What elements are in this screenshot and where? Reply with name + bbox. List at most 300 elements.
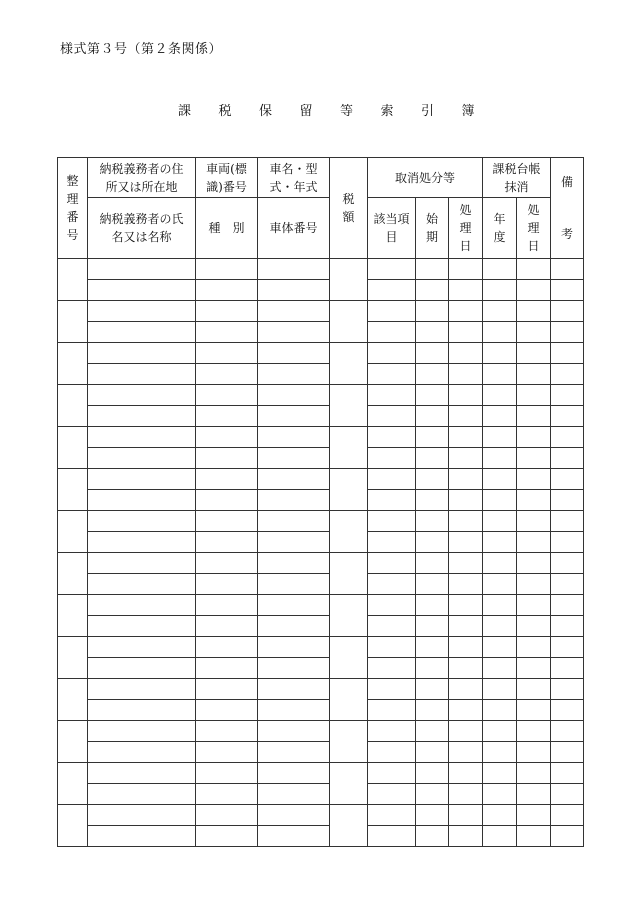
header-tax: 税 額 — [330, 158, 368, 259]
table-cell[interactable] — [258, 343, 330, 364]
table-cell[interactable] — [449, 784, 483, 805]
table-cell[interactable] — [258, 301, 330, 322]
table-cell[interactable] — [483, 469, 517, 490]
table-cell[interactable] — [258, 658, 330, 679]
table-cell[interactable] — [449, 259, 483, 280]
table-cell[interactable] — [483, 532, 517, 553]
table-cell[interactable] — [88, 637, 196, 658]
table-cell[interactable] — [449, 322, 483, 343]
table-cell[interactable] — [196, 742, 258, 763]
table-cell[interactable] — [58, 511, 88, 553]
table-cell[interactable] — [196, 553, 258, 574]
table-cell[interactable] — [517, 679, 551, 700]
table-cell[interactable] — [483, 385, 517, 406]
table-cell[interactable] — [330, 301, 368, 343]
table-cell[interactable] — [416, 784, 449, 805]
table-cell[interactable] — [416, 511, 449, 532]
table-cell[interactable] — [88, 616, 196, 637]
table-cell[interactable] — [196, 721, 258, 742]
table-cell[interactable] — [517, 637, 551, 658]
header-name: 納税義務者の氏名又は名称 — [88, 198, 196, 259]
table-cell[interactable] — [416, 469, 449, 490]
table-cell[interactable] — [88, 805, 196, 826]
table-cell[interactable] — [551, 574, 584, 595]
table-cell[interactable] — [449, 469, 483, 490]
table-cell[interactable] — [58, 637, 88, 679]
table-cell[interactable] — [416, 490, 449, 511]
table-cell[interactable] — [517, 490, 551, 511]
table-cell[interactable] — [416, 616, 449, 637]
table-cell[interactable] — [196, 406, 258, 427]
table-cell[interactable] — [88, 490, 196, 511]
table-cell[interactable] — [416, 742, 449, 763]
table-cell[interactable] — [551, 490, 584, 511]
table-cell[interactable] — [517, 574, 551, 595]
table-cell[interactable] — [517, 280, 551, 301]
table-cell[interactable] — [58, 427, 88, 469]
table-cell[interactable] — [58, 805, 88, 847]
table-cell[interactable] — [88, 679, 196, 700]
form-number: 様式第３号（第２条関係） — [60, 42, 223, 57]
table-cell[interactable] — [88, 511, 196, 532]
table-cell[interactable] — [449, 511, 483, 532]
table-cell[interactable] — [483, 343, 517, 364]
table-cell[interactable] — [258, 742, 330, 763]
table-cell[interactable] — [483, 364, 517, 385]
table-cell[interactable] — [551, 721, 584, 742]
table-cell[interactable] — [449, 448, 483, 469]
table-cell[interactable] — [483, 490, 517, 511]
table-cell[interactable] — [88, 826, 196, 847]
table-cell[interactable] — [368, 364, 416, 385]
table-cell[interactable] — [368, 826, 416, 847]
table-cell[interactable] — [483, 637, 517, 658]
table-cell[interactable] — [368, 742, 416, 763]
table-cell[interactable] — [517, 763, 551, 784]
ledger-table — [57, 157, 584, 847]
table-cell[interactable] — [416, 637, 449, 658]
table-cell[interactable] — [88, 322, 196, 343]
table-cell[interactable] — [483, 700, 517, 721]
table-cell[interactable] — [330, 385, 368, 427]
table-cell[interactable] — [88, 406, 196, 427]
table-cell[interactable] — [258, 448, 330, 469]
table-cell[interactable] — [196, 595, 258, 616]
table-cell[interactable] — [368, 658, 416, 679]
table-cell[interactable] — [416, 826, 449, 847]
table-cell[interactable] — [258, 406, 330, 427]
table-cell[interactable] — [368, 427, 416, 448]
table-cell[interactable] — [483, 784, 517, 805]
table-cell[interactable] — [196, 532, 258, 553]
table-cell[interactable] — [88, 427, 196, 448]
table-cell[interactable] — [483, 658, 517, 679]
table-cell[interactable] — [368, 637, 416, 658]
table-row — [58, 763, 584, 784]
table-cell[interactable] — [196, 280, 258, 301]
table-cell[interactable] — [517, 385, 551, 406]
table-cell[interactable] — [449, 826, 483, 847]
table-cell[interactable] — [58, 679, 88, 721]
table-cell[interactable] — [330, 637, 368, 679]
header-start: 始 期 — [416, 198, 449, 259]
table-cell[interactable] — [368, 385, 416, 406]
table-cell[interactable] — [551, 595, 584, 616]
table-cell[interactable] — [258, 427, 330, 448]
table-cell[interactable] — [551, 637, 584, 658]
table-cell[interactable] — [551, 658, 584, 679]
table-cell[interactable] — [449, 301, 483, 322]
table-cell[interactable] — [368, 490, 416, 511]
table-cell[interactable] — [483, 679, 517, 700]
table-cell[interactable] — [196, 784, 258, 805]
table-cell[interactable] — [483, 553, 517, 574]
table-cell[interactable] — [517, 469, 551, 490]
table-cell[interactable] — [368, 301, 416, 322]
table-cell[interactable] — [517, 784, 551, 805]
table-cell[interactable] — [368, 679, 416, 700]
header-proc2: 処 理 日 — [517, 198, 551, 259]
table-cell[interactable] — [449, 721, 483, 742]
table-cell[interactable] — [517, 448, 551, 469]
table-cell[interactable] — [88, 301, 196, 322]
table-cell[interactable] — [258, 511, 330, 532]
table-cell[interactable] — [449, 637, 483, 658]
table-cell[interactable] — [449, 532, 483, 553]
table-cell[interactable] — [517, 322, 551, 343]
table-cell[interactable] — [483, 595, 517, 616]
table-cell[interactable] — [368, 805, 416, 826]
table-cell[interactable] — [517, 406, 551, 427]
table-cell[interactable] — [449, 595, 483, 616]
table-cell[interactable] — [258, 553, 330, 574]
table-cell[interactable] — [196, 448, 258, 469]
table-cell[interactable] — [196, 322, 258, 343]
table-cell[interactable] — [517, 301, 551, 322]
table-cell[interactable] — [483, 511, 517, 532]
table-cell[interactable] — [88, 784, 196, 805]
table-cell[interactable] — [258, 490, 330, 511]
table-cell[interactable] — [58, 595, 88, 637]
table-cell[interactable] — [258, 763, 330, 784]
table-cell[interactable] — [58, 343, 88, 385]
table-cell[interactable] — [196, 427, 258, 448]
table-cell[interactable] — [416, 301, 449, 322]
table-cell[interactable] — [330, 721, 368, 763]
table-cell[interactable] — [258, 616, 330, 637]
table-cell[interactable] — [483, 742, 517, 763]
table-cell[interactable] — [196, 469, 258, 490]
table-cell[interactable] — [368, 700, 416, 721]
table-row-sub — [58, 364, 584, 385]
table-cell[interactable] — [449, 763, 483, 784]
table-cell[interactable] — [368, 616, 416, 637]
table-cell[interactable] — [483, 721, 517, 742]
table-cell[interactable] — [330, 679, 368, 721]
table-cell[interactable] — [330, 259, 368, 301]
table-cell[interactable] — [416, 427, 449, 448]
table-cell[interactable] — [88, 385, 196, 406]
table-cell[interactable] — [330, 763, 368, 805]
table-cell[interactable] — [517, 721, 551, 742]
table-cell[interactable] — [258, 679, 330, 700]
table-cell[interactable] — [449, 553, 483, 574]
table-cell[interactable] — [449, 406, 483, 427]
table-cell[interactable] — [483, 826, 517, 847]
table-cell[interactable] — [483, 448, 517, 469]
table-cell[interactable] — [449, 490, 483, 511]
table-cell[interactable] — [330, 595, 368, 637]
table-cell[interactable] — [258, 721, 330, 742]
table-cell[interactable] — [88, 742, 196, 763]
table-cell[interactable] — [517, 616, 551, 637]
table-cell[interactable] — [416, 259, 449, 280]
table-cell[interactable] — [449, 805, 483, 826]
table-cell[interactable] — [449, 280, 483, 301]
table-cell[interactable] — [449, 616, 483, 637]
table-cell[interactable] — [258, 259, 330, 280]
table-cell[interactable] — [483, 280, 517, 301]
table-cell[interactable] — [88, 343, 196, 364]
table-cell[interactable] — [88, 595, 196, 616]
table-cell[interactable] — [258, 805, 330, 826]
table-cell[interactable] — [368, 553, 416, 574]
table-row — [58, 805, 584, 826]
table-cell[interactable] — [368, 763, 416, 784]
table-cell[interactable] — [517, 700, 551, 721]
table-cell[interactable] — [88, 658, 196, 679]
table-cell[interactable] — [196, 511, 258, 532]
table-cell[interactable] — [517, 595, 551, 616]
table-cell[interactable] — [551, 826, 584, 847]
table-cell[interactable] — [368, 406, 416, 427]
table-cell[interactable] — [196, 805, 258, 826]
table-cell[interactable] — [517, 511, 551, 532]
table-cell[interactable] — [517, 742, 551, 763]
table-row — [58, 637, 584, 658]
table-cell[interactable] — [88, 553, 196, 574]
table-cell[interactable] — [483, 805, 517, 826]
table-cell[interactable] — [416, 385, 449, 406]
table-cell[interactable] — [551, 406, 584, 427]
table-cell[interactable] — [449, 574, 483, 595]
header-cancel: 取消処分等 — [368, 158, 483, 198]
table-cell[interactable] — [330, 553, 368, 595]
table-cell[interactable] — [258, 574, 330, 595]
table-cell[interactable] — [416, 721, 449, 742]
table-cell[interactable] — [517, 259, 551, 280]
table-cell[interactable] — [196, 616, 258, 637]
table-cell[interactable] — [416, 343, 449, 364]
table-cell[interactable] — [551, 343, 584, 364]
table-cell[interactable] — [58, 259, 88, 301]
table-cell[interactable] — [88, 364, 196, 385]
table-cell[interactable] — [196, 826, 258, 847]
table-cell[interactable] — [88, 721, 196, 742]
table-cell[interactable] — [416, 406, 449, 427]
table-cell[interactable] — [258, 385, 330, 406]
table-cell[interactable] — [88, 574, 196, 595]
table-cell[interactable] — [416, 595, 449, 616]
table-cell[interactable] — [258, 322, 330, 343]
table-cell[interactable] — [517, 553, 551, 574]
table-cell[interactable] — [368, 259, 416, 280]
table-cell[interactable] — [368, 721, 416, 742]
table-cell[interactable] — [416, 679, 449, 700]
table-cell[interactable] — [196, 700, 258, 721]
table-cell[interactable] — [517, 532, 551, 553]
table-cell[interactable] — [258, 469, 330, 490]
table-cell[interactable] — [258, 280, 330, 301]
table-cell[interactable] — [483, 322, 517, 343]
table-cell[interactable] — [196, 574, 258, 595]
table-cell[interactable] — [551, 364, 584, 385]
table-cell[interactable] — [449, 364, 483, 385]
table-cell[interactable] — [258, 700, 330, 721]
table-cell[interactable] — [517, 805, 551, 826]
table-row-sub — [58, 280, 584, 301]
table-cell[interactable] — [58, 553, 88, 595]
table-cell[interactable] — [258, 532, 330, 553]
table-cell[interactable] — [483, 406, 517, 427]
table-cell[interactable] — [368, 532, 416, 553]
table-row — [58, 259, 584, 280]
table-cell[interactable] — [483, 574, 517, 595]
table-cell[interactable] — [416, 448, 449, 469]
table-cell[interactable] — [196, 658, 258, 679]
table-cell[interactable] — [449, 658, 483, 679]
table-cell[interactable] — [368, 784, 416, 805]
table-cell[interactable] — [196, 385, 258, 406]
table-cell[interactable] — [551, 553, 584, 574]
table-cell[interactable] — [416, 763, 449, 784]
table-cell[interactable] — [368, 595, 416, 616]
table-cell[interactable] — [449, 700, 483, 721]
table-cell[interactable] — [330, 511, 368, 553]
table-cell[interactable] — [551, 805, 584, 826]
table-cell[interactable] — [196, 259, 258, 280]
table-cell[interactable] — [551, 511, 584, 532]
table-cell[interactable] — [58, 763, 88, 805]
table-cell[interactable] — [88, 532, 196, 553]
table-cell[interactable] — [517, 343, 551, 364]
table-cell[interactable] — [551, 322, 584, 343]
table-row-sub — [58, 700, 584, 721]
table-row-sub — [58, 742, 584, 763]
table-cell[interactable] — [58, 721, 88, 763]
table-cell[interactable] — [330, 427, 368, 469]
table-cell[interactable] — [483, 616, 517, 637]
table-row — [58, 301, 584, 322]
table-cell[interactable] — [551, 679, 584, 700]
table-cell[interactable] — [416, 280, 449, 301]
table-cell[interactable] — [88, 259, 196, 280]
table-cell[interactable] — [88, 280, 196, 301]
table-cell[interactable] — [416, 322, 449, 343]
table-cell[interactable] — [368, 574, 416, 595]
table-cell[interactable] — [258, 826, 330, 847]
table-cell[interactable] — [88, 763, 196, 784]
table-cell[interactable] — [551, 448, 584, 469]
table-cell[interactable] — [368, 448, 416, 469]
table-cell[interactable] — [483, 259, 517, 280]
table-cell[interactable] — [551, 616, 584, 637]
table-cell[interactable] — [551, 469, 584, 490]
table-cell[interactable] — [196, 343, 258, 364]
table-cell[interactable] — [196, 763, 258, 784]
table-cell[interactable] — [551, 763, 584, 784]
table-cell[interactable] — [58, 385, 88, 427]
table-cell[interactable] — [258, 364, 330, 385]
table-cell[interactable] — [551, 700, 584, 721]
table-cell[interactable] — [416, 574, 449, 595]
table-cell[interactable] — [449, 427, 483, 448]
table-cell[interactable] — [368, 343, 416, 364]
table-cell[interactable] — [551, 742, 584, 763]
table-cell[interactable] — [368, 280, 416, 301]
table-cell[interactable] — [551, 532, 584, 553]
table-cell[interactable] — [330, 469, 368, 511]
table-cell[interactable] — [196, 637, 258, 658]
table-cell[interactable] — [551, 427, 584, 448]
table-cell[interactable] — [258, 595, 330, 616]
table-cell[interactable] — [483, 301, 517, 322]
table-cell[interactable] — [449, 385, 483, 406]
table-cell[interactable] — [483, 763, 517, 784]
table-cell[interactable] — [449, 343, 483, 364]
table-cell[interactable] — [258, 637, 330, 658]
table-cell[interactable] — [517, 427, 551, 448]
table-cell[interactable] — [517, 826, 551, 847]
table-cell[interactable] — [88, 448, 196, 469]
table-cell[interactable] — [58, 469, 88, 511]
table-cell[interactable] — [196, 490, 258, 511]
table-cell[interactable] — [483, 427, 517, 448]
table-cell[interactable] — [449, 679, 483, 700]
table-cell[interactable] — [416, 805, 449, 826]
table-cell[interactable] — [196, 364, 258, 385]
table-cell[interactable] — [258, 784, 330, 805]
table-cell[interactable] — [551, 259, 584, 280]
table-cell[interactable] — [58, 301, 88, 343]
table-cell[interactable] — [416, 658, 449, 679]
table-cell[interactable] — [196, 301, 258, 322]
table-cell[interactable] — [551, 301, 584, 322]
table-cell[interactable] — [88, 700, 196, 721]
table-cell[interactable] — [368, 511, 416, 532]
table-cell[interactable] — [330, 343, 368, 385]
table-cell[interactable] — [517, 658, 551, 679]
table-cell[interactable] — [517, 364, 551, 385]
table-cell[interactable] — [368, 322, 416, 343]
table-cell[interactable] — [88, 469, 196, 490]
table-row — [58, 595, 584, 616]
table-cell[interactable] — [551, 385, 584, 406]
table-cell[interactable] — [368, 469, 416, 490]
table-cell[interactable] — [416, 532, 449, 553]
table-cell[interactable] — [551, 280, 584, 301]
table-cell[interactable] — [416, 700, 449, 721]
table-cell[interactable] — [330, 805, 368, 847]
page-title: 課税保留等索引簿 — [178, 104, 503, 119]
table-row — [58, 469, 584, 490]
table-row-sub — [58, 406, 584, 427]
table-cell[interactable] — [416, 553, 449, 574]
table-cell[interactable] — [416, 364, 449, 385]
table-cell[interactable] — [449, 742, 483, 763]
table-cell[interactable] — [196, 679, 258, 700]
table-cell[interactable] — [551, 784, 584, 805]
